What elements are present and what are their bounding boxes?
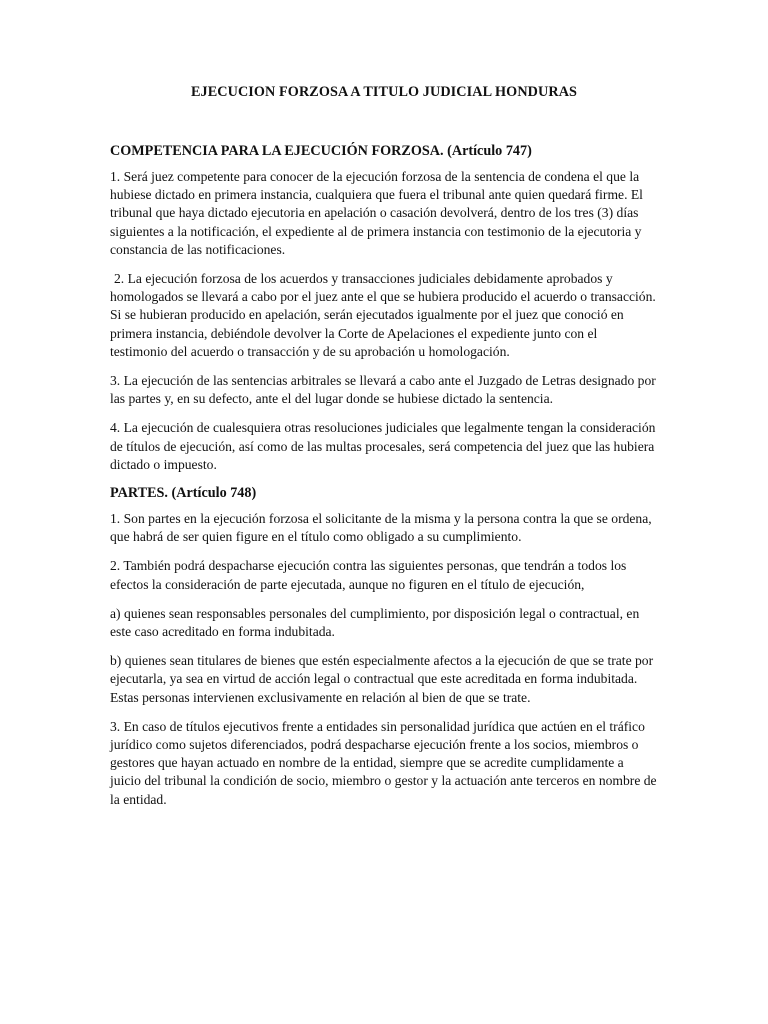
paragraph: 3. En caso de títulos ejecutivos frente a entidades sin personalidad jurídica que actúen en el tráfico jurídico como sujetos diferenciados, podrá despacharse ejecución frente a los socios, miembros o gestores que hayan actuado en nombre de la entidad, siempre que se acredite cumplidamente a juicio del tribunal la condición de socio, miembro o gestor y la actuación ante terceros en nombre de la entidad.: [110, 718, 657, 807]
paragraph: 2. La ejecución forzosa de los acuerdos y transacciones judiciales debidamente aprobados y homologados se llevará a cabo por el juez ante el que se hubiera producido el acuerdo o transacción. Si se hubieran producido en apelación, serán ejecutados igualmente por el juez que conoció en primera instancia, debiéndole devolver la Corte de Apelaciones el expediente junto con el testimonio del acuerdo o transacción y de su aprobación u homologación.: [110, 271, 656, 359]
document-title: EJECUCION FORZOSA A TITULO JUDICIAL HONDURAS: [190, 84, 578, 100]
section-heading: PARTES. (Artículo 748): [110, 485, 257, 502]
paragraph: 2. También podrá despacharse ejecución contra las siguientes personas, que tendrán a todos los efectos la consideración de parte ejecutada, aunque no figuren en el título de ejecución,: [110, 558, 627, 592]
section-partes: [110, 485, 658, 809]
section-competencia: [110, 143, 658, 474]
paragraph: 1. Son partes en la ejecución forzosa el solicitante de la misma y la persona contra la que se ordena, que habrá de ser quien figure en el título como obligado a su cumplimiento.: [110, 511, 652, 545]
paragraph: a) quienes sean responsables personales del cumplimiento, por disposición legal o contractual, en este caso acreditado en forma indubitada.: [110, 605, 640, 640]
document-page: [110, 84, 658, 820]
section-heading: COMPETENCIA PARA LA EJECUCIÓN FORZOSA. (Artículo 747): [110, 143, 532, 159]
paragraph: 4. La ejecución de cualesquiera otras resoluciones judiciales que legalmente tengan la consideración de títulos de ejecución, así como de las multas procesales, será competencia del juez que las hubiera dictado o impuesto.: [110, 420, 656, 472]
paragraph: 1. Será juez competente para conocer de la ejecución forzosa de la sentencia de condena el que la hubiese dictado en primera instancia, cualquiera que fuera el tribunal ante quien quedará firme. El tribunal que haya dictado ejecutoria en apelación o casación devolverá, dentro de los tres (3) días siguientes a la notificación, el expediente al de primera instancia con testimonio de la ejecutoria y constancia de las notificaciones.: [110, 169, 643, 257]
paragraph: 3. La ejecución de las sentencias arbitrales se llevará a cabo ante el Juzgado de Letras designado por las partes y, en su defecto, ante el del lugar donde se hubiese dictado la sentencia.: [110, 373, 656, 407]
paragraph: b) quienes sean titulares de bienes que estén especialmente afectos a la ejecución de que se trate por ejecutarla, ya sea en virtud de acción legal o contractual que este acreditada en forma indubitada. Estas personas intervienen exclusivamente en relación al bien de que se trate.: [110, 653, 654, 705]
